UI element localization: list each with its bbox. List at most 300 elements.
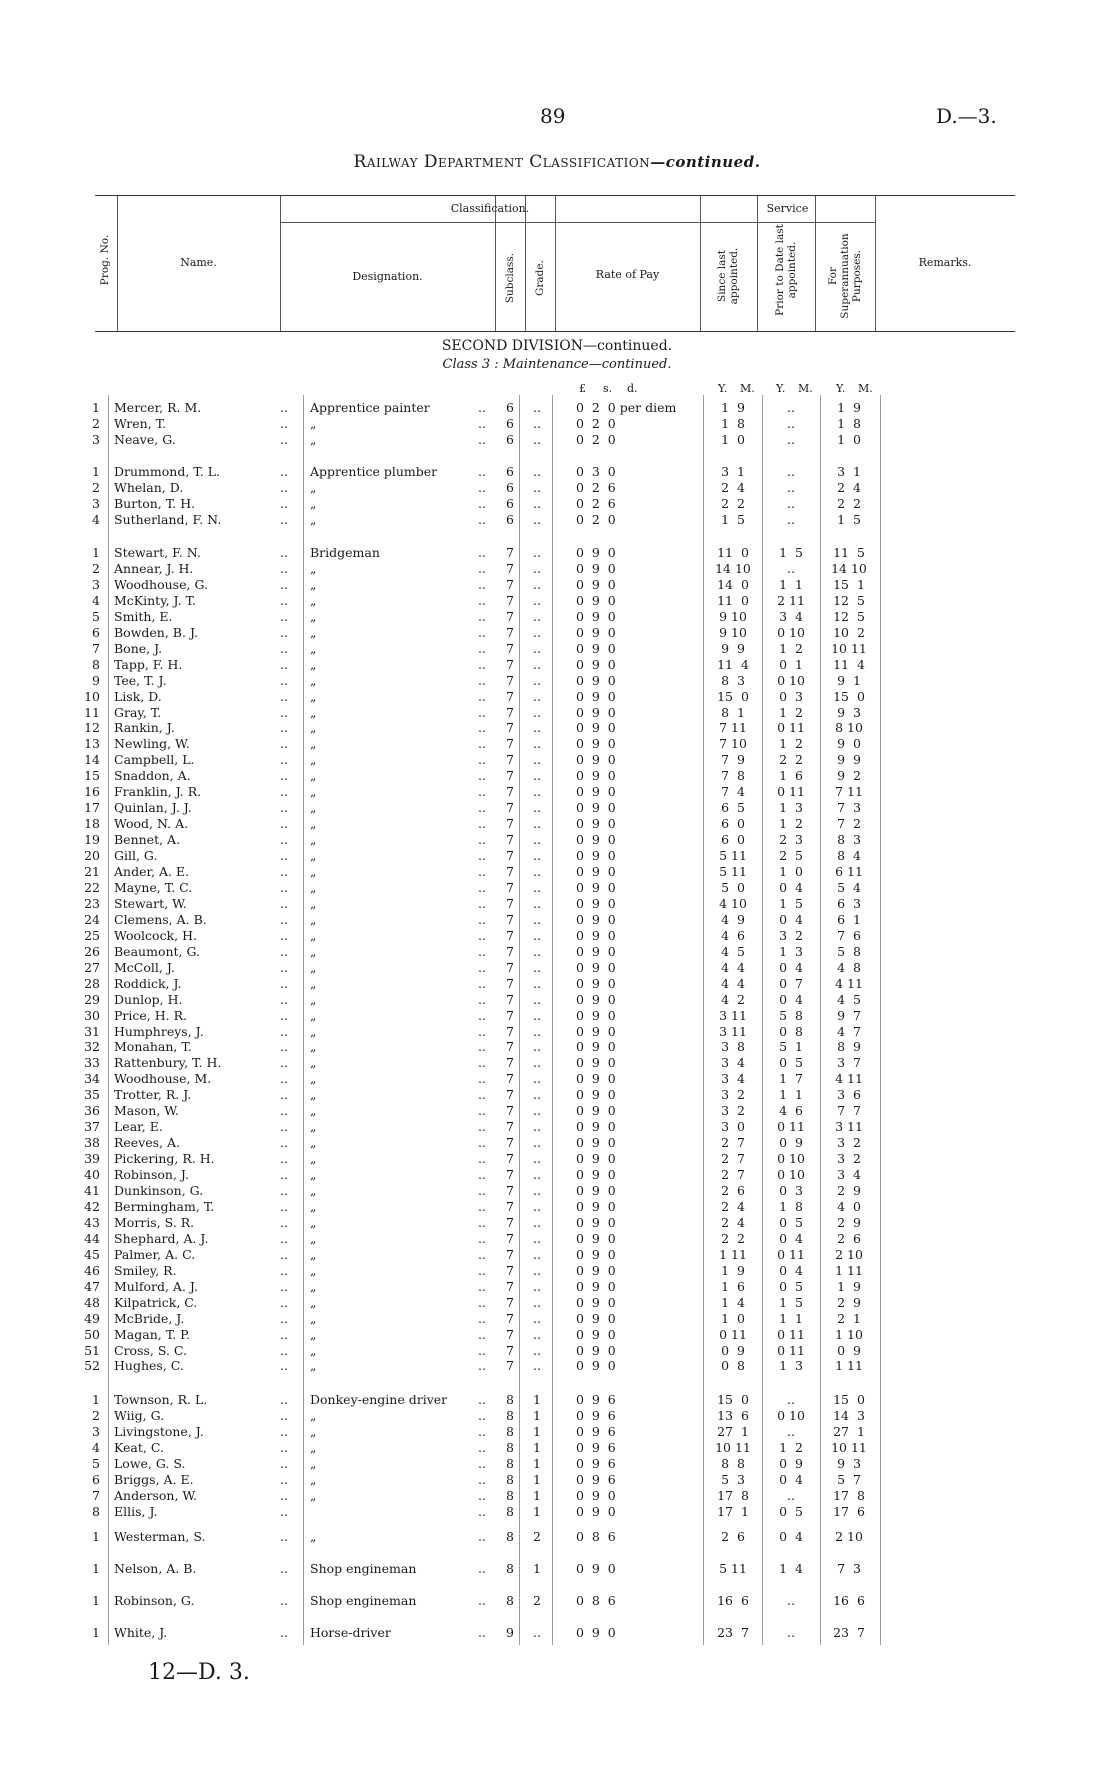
- cell-name: Townson, R. L.: [114, 1392, 208, 1407]
- document-reference: D.—3.: [936, 104, 997, 128]
- cell-des: „: [310, 479, 317, 495]
- cell-sub: 8: [506, 1471, 514, 1487]
- cell-prior: 5 1: [779, 1039, 803, 1055]
- cell-sub: 8: [506, 1487, 514, 1503]
- cell-since: 0 8: [721, 1358, 745, 1374]
- leader-dots: ..: [280, 784, 288, 800]
- cell-name: Stewart, F. N.: [114, 545, 201, 560]
- leader-dots: ..: [478, 1246, 486, 1262]
- cell-no: 5: [92, 608, 100, 624]
- cell-rate: 0 2 6: [576, 479, 616, 495]
- cell-super: 1 10: [835, 1326, 863, 1342]
- leader-dots: ..: [280, 1503, 288, 1519]
- leader-dots: ..: [280, 1487, 288, 1503]
- cell-name: Mulford, A. J.: [114, 1278, 198, 1294]
- leader-dots: ..: [280, 1055, 288, 1071]
- cell-super: 10 2: [833, 624, 865, 640]
- leader-dots: ..: [478, 464, 486, 479]
- cell-prior: 0 7: [779, 975, 803, 991]
- leader-dots: ..: [478, 1487, 486, 1503]
- leader-dots: ..: [478, 415, 486, 431]
- cell-rate: 0 9 6: [576, 1439, 616, 1455]
- cell-grade: ..: [533, 1342, 541, 1358]
- cell-grade: ..: [533, 608, 541, 624]
- cell-rate: 0 9 0: [576, 1151, 616, 1167]
- cell-since: 14 0: [717, 576, 749, 592]
- leader-dots: ..: [280, 1183, 288, 1198]
- leader-dots: ..: [280, 975, 288, 991]
- leader-dots: ..: [478, 1103, 486, 1119]
- cell-since: 0 9: [721, 1342, 745, 1358]
- leader-dots: ..: [478, 1455, 486, 1471]
- cell-no: 50: [84, 1326, 100, 1342]
- cell-no: 36: [84, 1103, 100, 1119]
- cell-grade: ..: [533, 656, 541, 672]
- leader-dots: ..: [280, 1198, 288, 1214]
- leader-dots: ..: [478, 975, 486, 991]
- cell-super: 10 11: [831, 1439, 867, 1455]
- cell-des: Apprentice painter: [310, 400, 430, 415]
- cell-no: 12: [84, 720, 100, 736]
- cell-prior: 0 9: [779, 1135, 803, 1151]
- cell-since: 10 11: [715, 1439, 751, 1455]
- cell-prior: 1 3: [779, 943, 803, 959]
- cell-name: Woodhouse, G.: [114, 576, 208, 592]
- cell-rate: 0 9 0: [576, 911, 616, 927]
- cell-sub: 7: [506, 1246, 514, 1262]
- cell-super: 0 9: [837, 1342, 861, 1358]
- cell-grade: 1: [533, 1423, 541, 1439]
- cell-since: 11 0: [717, 592, 749, 608]
- cell-sub: 7: [506, 848, 514, 864]
- cell-super: 7 11: [835, 784, 863, 800]
- leader-dots: ..: [280, 752, 288, 768]
- cell-name: Price, H. R.: [114, 1007, 187, 1023]
- cell-sub: 7: [506, 608, 514, 624]
- cell-name: Gray, T.: [114, 704, 162, 720]
- cell-sub: 7: [506, 768, 514, 784]
- cell-sub: 7: [506, 879, 514, 895]
- cell-grade: ..: [533, 431, 541, 447]
- cell-des: „: [310, 768, 317, 784]
- leader-dots: ..: [280, 1135, 288, 1151]
- cell-since: 8 3: [721, 672, 745, 688]
- leader-dots: ..: [478, 1071, 486, 1087]
- cell-rate: 0 9 0: [576, 1167, 616, 1183]
- cell-grade: ..: [533, 511, 541, 527]
- header-superannuation: For Superannuation Purposes.: [827, 233, 863, 319]
- header-grade: Grade.: [534, 260, 546, 296]
- cell-rate: 0 9 0: [576, 975, 616, 991]
- cell-sub: 7: [506, 640, 514, 656]
- leader-dots: ..: [280, 1358, 288, 1374]
- cell-sub: 7: [506, 1135, 514, 1151]
- cell-prior: 0 4: [779, 1529, 803, 1544]
- leader-dots: ..: [280, 1294, 288, 1310]
- cell-prior: 1 0: [779, 864, 803, 879]
- leader-dots: ..: [280, 848, 288, 864]
- cell-des: „: [310, 1198, 317, 1214]
- cell-name: Sutherland, F. N.: [114, 511, 222, 527]
- cell-des: „: [310, 1167, 317, 1183]
- cell-since: 5 11: [719, 864, 747, 879]
- cell-since: 3 11: [719, 1007, 747, 1023]
- cell-super: 2 9: [837, 1294, 861, 1310]
- cell-grade: ..: [533, 415, 541, 431]
- cell-grade: ..: [533, 1278, 541, 1294]
- cell-since: 9 10: [719, 608, 747, 624]
- cell-prior: 0 4: [779, 879, 803, 895]
- cell-grade: ..: [533, 720, 541, 736]
- cell-since: 3 11: [719, 1023, 747, 1039]
- leader-dots: ..: [478, 1023, 486, 1039]
- cell-prior: 0 5: [779, 1055, 803, 1071]
- cell-prior: ..: [787, 400, 795, 415]
- cell-prior: 0 10: [777, 624, 805, 640]
- cell-name: Cross, S. C.: [114, 1342, 187, 1358]
- cell-super: 17 6: [833, 1503, 865, 1519]
- leader-dots: ..: [280, 1262, 288, 1278]
- cell-since: 2 4: [721, 479, 745, 495]
- leader-dots: ..: [478, 848, 486, 864]
- cell-des: „: [310, 1151, 317, 1167]
- cell-grade: ..: [533, 1023, 541, 1039]
- cell-grade: ..: [533, 911, 541, 927]
- cell-prior: 0 3: [779, 688, 803, 704]
- cell-name: Campbell, L.: [114, 752, 195, 768]
- cell-name: Smiley, R.: [114, 1262, 177, 1278]
- cell-super: 4 0: [837, 1198, 861, 1214]
- cell-rate: 0 9 0: [576, 927, 616, 943]
- cell-name: Drummond, T. L.: [114, 464, 220, 479]
- cell-sub: 7: [506, 895, 514, 911]
- leader-dots: ..: [280, 879, 288, 895]
- cell-no: 4: [92, 592, 100, 608]
- leader-dots: ..: [280, 1625, 288, 1640]
- cell-prior: ..: [787, 1593, 795, 1608]
- cell-no: 48: [84, 1294, 100, 1310]
- cell-since: 4 4: [721, 959, 745, 975]
- cell-sub: 7: [506, 943, 514, 959]
- cell-sub: 8: [506, 1407, 514, 1423]
- cell-name: Bone, J.: [114, 640, 163, 656]
- leader-dots: ..: [280, 1439, 288, 1455]
- unit-y2: Y.: [776, 382, 786, 395]
- leader-dots: ..: [280, 991, 288, 1007]
- cell-since: 6 5: [721, 800, 745, 816]
- leader-dots: ..: [478, 1087, 486, 1103]
- cell-name: Ellis, J.: [114, 1503, 158, 1519]
- cell-name: Newling, W.: [114, 736, 190, 752]
- cell-grade: ..: [533, 1326, 541, 1342]
- cell-super: 7 7: [837, 1103, 861, 1119]
- cell-prior: ..: [787, 1487, 795, 1503]
- leader-dots: ..: [478, 511, 486, 527]
- cell-no: 47: [84, 1278, 100, 1294]
- cell-no: 38: [84, 1135, 100, 1151]
- cell-since: 5 3: [721, 1471, 745, 1487]
- cell-des: „: [310, 1423, 317, 1439]
- cell-since: 2 7: [721, 1135, 745, 1151]
- cell-super: 2 9: [837, 1214, 861, 1230]
- leader-dots: ..: [280, 1007, 288, 1023]
- cell-sub: 7: [506, 1358, 514, 1374]
- cell-rate: 0 9 0: [576, 1071, 616, 1087]
- cell-rate: 0 9 0: [576, 608, 616, 624]
- cell-prior: 0 11: [777, 1342, 805, 1358]
- cell-des: „: [310, 1407, 317, 1423]
- cell-rate: 0 3 0: [576, 464, 616, 479]
- cell-rate: 0 9 0: [576, 816, 616, 832]
- cell-prior: 1 3: [779, 1358, 803, 1374]
- unit-y3: Y.: [836, 382, 846, 395]
- cell-rate: 0 9 0: [576, 1342, 616, 1358]
- cell-des: „: [310, 672, 317, 688]
- cell-des: „: [310, 1487, 317, 1503]
- cell-sub: 7: [506, 1214, 514, 1230]
- cell-des: „: [310, 784, 317, 800]
- cell-rate: 0 9 0: [576, 895, 616, 911]
- cell-grade: ..: [533, 1039, 541, 1055]
- cell-since: 2 4: [721, 1198, 745, 1214]
- leader-dots: ..: [280, 1230, 288, 1246]
- cell-sub: 7: [506, 1198, 514, 1214]
- leader-dots: ..: [280, 592, 288, 608]
- cell-grade: ..: [533, 479, 541, 495]
- leader-dots: ..: [280, 1151, 288, 1167]
- cell-prior: 1 5: [779, 895, 803, 911]
- cell-super: 6 1: [837, 911, 861, 927]
- leader-dots: ..: [478, 545, 486, 560]
- cell-des: „: [310, 1326, 317, 1342]
- cell-super: 7 3: [837, 1561, 861, 1576]
- cell-des: „: [310, 511, 317, 527]
- cell-super: 7 6: [837, 927, 861, 943]
- leader-dots: ..: [280, 672, 288, 688]
- leader-dots: ..: [478, 400, 486, 415]
- cell-sub: 7: [506, 1183, 514, 1198]
- cell-des: „: [310, 1262, 317, 1278]
- cell-rate: 0 9 0: [576, 1358, 616, 1374]
- cell-rate: 0 9 0: [576, 879, 616, 895]
- cell-no: 10: [84, 688, 100, 704]
- header-designation: Designation.: [352, 270, 423, 283]
- cell-sub: 6: [506, 495, 514, 511]
- cell-grade: ..: [533, 832, 541, 848]
- cell-rate: 0 9 0: [576, 832, 616, 848]
- cell-super: 17 8: [833, 1487, 865, 1503]
- cell-grade: ..: [533, 848, 541, 864]
- cell-grade: ..: [533, 672, 541, 688]
- leader-dots: ..: [280, 656, 288, 672]
- cell-since: 1 11: [719, 1246, 747, 1262]
- cell-des: Donkey-engine driver: [310, 1392, 448, 1407]
- unit-pence: d.: [627, 382, 638, 395]
- cell-name: Briggs, A. E.: [114, 1471, 194, 1487]
- unit-y1: Y.: [718, 382, 728, 395]
- leader-dots: ..: [478, 720, 486, 736]
- cell-no: 22: [84, 879, 100, 895]
- leader-dots: ..: [478, 656, 486, 672]
- cell-rate: 0 9 0: [576, 736, 616, 752]
- cell-grade: ..: [533, 800, 541, 816]
- cell-sub: 6: [506, 400, 514, 415]
- cell-grade: 1: [533, 1503, 541, 1519]
- cell-des: „: [310, 991, 317, 1007]
- cell-name: Palmer, A. C.: [114, 1246, 196, 1262]
- header-remarks: Remarks.: [918, 256, 972, 269]
- cell-rate: 0 9 0: [576, 1625, 616, 1640]
- cell-since: 15 0: [717, 688, 749, 704]
- cell-prior: 2 2: [779, 752, 803, 768]
- cell-prior: 0 3: [779, 1183, 803, 1198]
- cell-no: 23: [84, 895, 100, 911]
- cell-sub: 7: [506, 1151, 514, 1167]
- cell-rate: 0 9 0: [576, 848, 616, 864]
- leader-dots: ..: [478, 592, 486, 608]
- leader-dots: ..: [280, 431, 288, 447]
- cell-super: 9 1: [837, 672, 861, 688]
- cell-no: 3: [92, 431, 100, 447]
- leader-dots: ..: [478, 1007, 486, 1023]
- cell-super: 7 2: [837, 816, 861, 832]
- cell-no: 30: [84, 1007, 100, 1023]
- cell-des: „: [310, 1103, 317, 1119]
- cell-no: 6: [92, 624, 100, 640]
- leader-dots: ..: [478, 1135, 486, 1151]
- cell-des: Shop engineman: [310, 1593, 417, 1608]
- leader-dots: ..: [280, 1407, 288, 1423]
- cell-sub: 7: [506, 1167, 514, 1183]
- cell-super: 3 11: [835, 1119, 863, 1135]
- cell-name: Snaddon, A.: [114, 768, 191, 784]
- cell-name: White, J.: [114, 1625, 168, 1640]
- leader-dots: ..: [280, 959, 288, 975]
- leader-dots: ..: [478, 736, 486, 752]
- cell-rate: 0 9 0: [576, 1561, 616, 1576]
- cell-since: 8 8: [721, 1455, 745, 1471]
- cell-sub: 8: [506, 1503, 514, 1519]
- cell-des: Horse-driver: [310, 1625, 391, 1640]
- cell-grade: ..: [533, 560, 541, 576]
- leader-dots: ..: [478, 768, 486, 784]
- leader-dots: ..: [280, 832, 288, 848]
- leader-dots: ..: [478, 479, 486, 495]
- cell-super: 4 7: [837, 1023, 861, 1039]
- cell-no: 45: [84, 1246, 100, 1262]
- cell-name: Ander, A. E.: [114, 864, 190, 879]
- cell-des: „: [310, 752, 317, 768]
- leader-dots: ..: [280, 1561, 288, 1576]
- cell-sub: 7: [506, 736, 514, 752]
- cell-name: Smith, E.: [114, 608, 173, 624]
- cell-no: 17: [84, 800, 100, 816]
- cell-prior: 0 1: [779, 656, 803, 672]
- cell-rate: 0 2 0: [576, 511, 616, 527]
- leader-dots: ..: [478, 431, 486, 447]
- cell-sub: 7: [506, 560, 514, 576]
- cell-sub: 7: [506, 1310, 514, 1326]
- cell-rate: 0 9 0: [576, 560, 616, 576]
- cell-no: 43: [84, 1214, 100, 1230]
- cell-des: „: [310, 688, 317, 704]
- title-suffix: —continued.: [650, 153, 761, 171]
- cell-des: „: [310, 1278, 317, 1294]
- cell-rate: 0 9 0: [576, 1183, 616, 1198]
- cell-des: „: [310, 911, 317, 927]
- cell-des: „: [310, 560, 317, 576]
- cell-des: „: [310, 975, 317, 991]
- cell-since: 4 5: [721, 943, 745, 959]
- cell-super: 3 2: [837, 1135, 861, 1151]
- cell-prior: 1 3: [779, 800, 803, 816]
- cell-prior: ..: [787, 1392, 795, 1407]
- cell-no: 8: [92, 1503, 100, 1519]
- cell-rate: 0 9 0: [576, 1246, 616, 1262]
- cell-prior: 1 5: [779, 1294, 803, 1310]
- leader-dots: ..: [280, 1039, 288, 1055]
- cell-no: 4: [92, 1439, 100, 1455]
- leader-dots: ..: [478, 1392, 486, 1407]
- cell-des: „: [310, 1135, 317, 1151]
- cell-sub: 7: [506, 1007, 514, 1023]
- leader-dots: ..: [280, 479, 288, 495]
- cell-sub: 8: [506, 1439, 514, 1455]
- cell-des: „: [310, 640, 317, 656]
- leader-dots: ..: [478, 1358, 486, 1374]
- cell-grade: ..: [533, 959, 541, 975]
- cell-sub: 7: [506, 1055, 514, 1071]
- header-rate-of-pay: Rate of Pay: [595, 268, 660, 281]
- cell-des: „: [310, 1529, 317, 1544]
- cell-no: 32: [84, 1039, 100, 1055]
- cell-super: 14 10: [831, 560, 867, 576]
- cell-super: 15 0: [833, 1392, 865, 1407]
- cell-rate: 0 9 0: [576, 1278, 616, 1294]
- cell-no: 1: [92, 464, 100, 479]
- cell-des: „: [310, 1439, 317, 1455]
- cell-since: 9 9: [721, 640, 745, 656]
- cell-rate: 0 9 0: [576, 624, 616, 640]
- cell-since: 8 1: [721, 704, 745, 720]
- cell-rate: 0 9 0: [576, 1198, 616, 1214]
- cell-since: 17 8: [717, 1487, 749, 1503]
- cell-no: 21: [84, 864, 100, 879]
- cell-super: 27 1: [833, 1423, 865, 1439]
- cell-no: 41: [84, 1183, 100, 1198]
- cell-since: 7 4: [721, 784, 745, 800]
- cell-super: 5 7: [837, 1471, 861, 1487]
- cell-prior: ..: [787, 495, 795, 511]
- leader-dots: ..: [280, 1103, 288, 1119]
- cell-since: 16 6: [717, 1593, 749, 1608]
- leader-dots: ..: [478, 1278, 486, 1294]
- leader-dots: ..: [280, 768, 288, 784]
- cell-des: „: [310, 1342, 317, 1358]
- leader-dots: ..: [478, 1119, 486, 1135]
- footer-reference: 12—D. 3.: [148, 1660, 250, 1685]
- leader-dots: ..: [280, 511, 288, 527]
- cell-since: 3 4: [721, 1055, 745, 1071]
- leader-dots: ..: [280, 624, 288, 640]
- cell-sub: 7: [506, 752, 514, 768]
- cell-prior: 0 4: [779, 991, 803, 1007]
- cell-since: 2 6: [721, 1183, 745, 1198]
- cell-grade: ..: [533, 1246, 541, 1262]
- cell-name: Robinson, G.: [114, 1593, 195, 1608]
- cell-des: „: [310, 624, 317, 640]
- cell-grade: ..: [533, 1167, 541, 1183]
